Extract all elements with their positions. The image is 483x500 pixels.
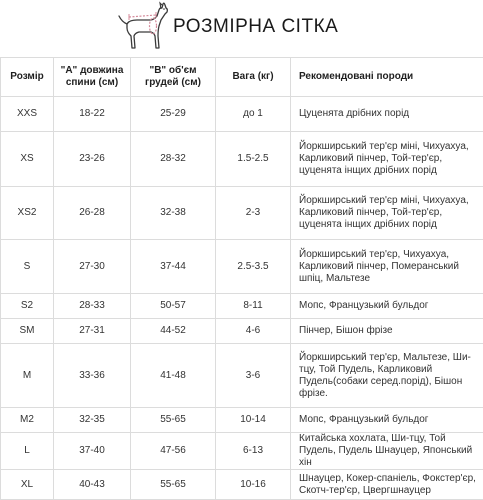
cell-size: XS	[1, 132, 54, 187]
cell-size: S	[1, 240, 54, 294]
cell-back: 37-40	[54, 433, 131, 470]
cell-weight: 4-6	[216, 319, 291, 344]
column-header-breeds: Рекомендовані породи	[291, 58, 483, 97]
cell-chest: 41-48	[131, 344, 216, 408]
dog-measure-icon	[113, 0, 173, 52]
cell-chest: 50-57	[131, 294, 216, 319]
cell-size: S2	[1, 294, 54, 319]
cell-back: 18-22	[54, 97, 131, 132]
cell-breeds: Йоркширський тер'єр міні, Чихуахуа, Карликовий пінчер, Той-тер'єр, цуценята інщих дрібних порід	[291, 187, 483, 240]
cell-chest: 37-44	[131, 240, 216, 294]
cell-size: XS2	[1, 187, 54, 240]
cell-weight: 3-6	[216, 344, 291, 408]
column-header-back-length: "А" довжина спини (см)	[54, 58, 131, 97]
cell-weight: 8-11	[216, 294, 291, 319]
table-row	[1, 294, 483, 319]
cell-breeds: Йоркширський тер'єр міні, Чихуахуа, Карликовий пінчер, Той-тер'єр, цуценята інщих дрібних порід	[291, 132, 483, 187]
cell-chest: 44-52	[131, 319, 216, 344]
cell-breeds: Йоркширський тер'єр, Мальтезе, Ши-тцу, Той Пудель, Карликовий Пудель(собаки серед.поpід), Бішон фрізе.	[291, 344, 483, 408]
table-row	[1, 470, 483, 500]
cell-size: L	[1, 433, 54, 470]
table-row	[1, 344, 483, 408]
cell-chest: 28-32	[131, 132, 216, 187]
cell-breeds: Мопс, Французький бульдог	[291, 294, 483, 319]
page-title: РОЗМІРНА СІТКА	[173, 16, 339, 37]
table-row	[1, 97, 483, 132]
cell-size: M	[1, 344, 54, 408]
table-row	[1, 433, 483, 470]
cell-size: SM	[1, 319, 54, 344]
cell-chest: 25-29	[131, 97, 216, 132]
cell-weight: 10-16	[216, 470, 291, 500]
column-header-size: Розмір	[1, 58, 54, 97]
cell-breeds: Йоркширський тер'єр, Чихуахуа, Карликовий пінчер, Померанський шпіц, Мальтезе	[291, 240, 483, 294]
cell-size: M2	[1, 408, 54, 433]
table-row	[1, 132, 483, 187]
cell-back: 32-35	[54, 408, 131, 433]
cell-chest: 47-56	[131, 433, 216, 470]
table-row	[1, 408, 483, 433]
cell-chest: 32-38	[131, 187, 216, 240]
column-header-weight: Вага (кг)	[216, 58, 291, 97]
cell-weight: 2.5-3.5	[216, 240, 291, 294]
cell-size: XL	[1, 470, 54, 500]
header	[0, 0, 483, 58]
cell-weight: 10-14	[216, 408, 291, 433]
cell-breeds: Мопс, Французький бульдог	[291, 408, 483, 433]
cell-weight: 1.5-2.5	[216, 132, 291, 187]
cell-breeds: Цуценята дрібних порід	[291, 97, 483, 132]
cell-back: 23-26	[54, 132, 131, 187]
cell-back: 33-36	[54, 344, 131, 408]
table-row	[1, 240, 483, 294]
cell-weight: до 1	[216, 97, 291, 132]
table-row	[1, 187, 483, 240]
table-header-row	[1, 58, 483, 97]
column-header-chest: "В" об'єм грудей (см)	[131, 58, 216, 97]
cell-back: 40-43	[54, 470, 131, 500]
cell-size: XXS	[1, 97, 54, 132]
cell-breeds: Пінчер, Бішон фрізе	[291, 319, 483, 344]
cell-chest: 55-65	[131, 408, 216, 433]
cell-back: 27-30	[54, 240, 131, 294]
size-chart-table	[0, 57, 483, 500]
cell-weight: 2-3	[216, 187, 291, 240]
cell-back: 28-33	[54, 294, 131, 319]
cell-back: 26-28	[54, 187, 131, 240]
cell-back: 27-31	[54, 319, 131, 344]
cell-breeds: Шнауцер, Кокер-спаніель, Фокстер'єр, Скотч-тер'єр, Цвергшнауцер	[291, 470, 483, 500]
cell-breeds: Китайська хохлата, Ши-тцу, Той Пудель, Пудель Шнауцер, Японський хін	[291, 433, 483, 470]
table-row	[1, 319, 483, 344]
cell-chest: 55-65	[131, 470, 216, 500]
cell-weight: 6-13	[216, 433, 291, 470]
